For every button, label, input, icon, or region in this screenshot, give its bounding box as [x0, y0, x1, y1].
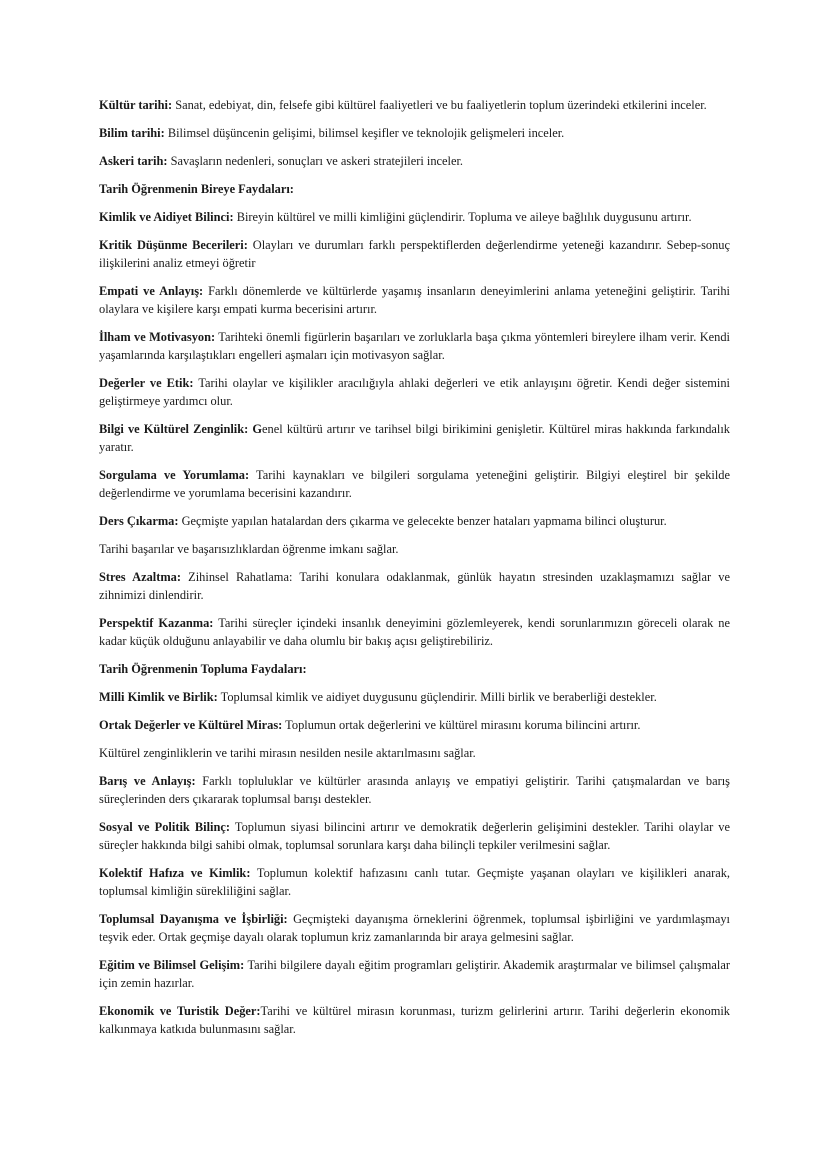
- paragraph-bilim-tarihi: [99, 124, 730, 142]
- paragraph-text: Toplumun ortak değerlerini ve kültürel mirasını koruma bilincini artırır.: [282, 718, 641, 732]
- paragraph-degerler-etik: [99, 374, 730, 410]
- paragraph-perspektif-kazanma: [99, 614, 730, 650]
- paragraph-text: enel kültürü artırır ve tarihsel bilgi birikimini genişletir. Kültürel miras hakkında farkındalık yaratır.: [99, 422, 730, 454]
- paragraph-text: Savaşların nedenleri, sonuçları ve askeri stratejileri inceler.: [167, 154, 464, 168]
- paragraph-term: Kritik Düşünme Becerileri:: [99, 238, 248, 252]
- section-heading-bireye-faydalari: Tarih Öğrenmenin Bireye Faydaları:: [99, 182, 294, 196]
- paragraph-empati-anlayis: [99, 282, 730, 318]
- paragraph-term: Ders Çıkarma:: [99, 514, 179, 528]
- paragraph-text: Tarihi ve kültürel mirasın korunması, turizm gelirlerini artırır. Tarihi değerlerin ekonomik kalkınmaya katkıda bulunmasını sağlar.: [99, 1004, 730, 1036]
- paragraph-term: İlham ve Motivasyon:: [99, 330, 216, 344]
- paragraph-kimlik-aidiyet: [99, 208, 730, 226]
- paragraph-egitim-bilimsel-gelisim: [99, 956, 730, 992]
- paragraph-term: Askeri tarih:: [99, 154, 168, 168]
- paragraph-text: Tarihteki önemli figürlerin başarıları ve zorluklarla başa çıkma yöntemleri bireylere ilham verir. Kendi yaşamlarında karşılaştıkları engelleri aşmaları için motivasyon sağlar.: [99, 330, 730, 362]
- paragraph-text: Olayları ve durumları farklı perspektiflerden değerlendirme yeteneği kazandırır. Sebep-sonuç ilişkilerini analiz etmeyi öğretir: [99, 238, 730, 270]
- paragraph-ekonomik-turistik-deger: [99, 1002, 730, 1038]
- paragraph-kultur-tarihi: [99, 96, 730, 114]
- paragraph-text: Geçmişteki dayanışma örneklerini öğrenmek, toplumsal işbirliğini ve yardımlaşmayı teşvik eder. Ortak geçmişe dayalı olarak toplumun kriz zamanlarında bir araya gelmesini sağlar.: [99, 912, 730, 944]
- paragraph-term: Barış ve Anlayış:: [99, 774, 196, 788]
- paragraph-plain-basarilar: Tarihi başarılar ve başarısızlıklardan öğrenme imkanı sağlar.: [99, 542, 399, 556]
- paragraph-term: Stres Azaltma:: [99, 570, 181, 584]
- paragraph-text: Toplumun siyasi bilincini artırır ve demokratik değerlerin gelişimini destekler. Tarihi olaylar ve süreçler hakkında bilgi sahibi olmak, toplumsal sorunlara karşı daha bilinçli tepkiler verilmesini sağlar.: [99, 820, 731, 852]
- paragraph-text: Farklı dönemlerde ve kültürlerde yaşamış insanların deneyimlerini anlama yeteneğini geliştirir. Tarihi olaylara ve kişilere karşı empati kurma becerisini artırır.: [99, 284, 730, 316]
- paragraph-ortak-degerler: [99, 716, 730, 734]
- paragraph-text: Sanat, edebiyat, din, felsefe gibi kültürel faaliyetleri ve bu faaliyetlerin toplum üzerindeki etkilerini inceler.: [172, 98, 707, 112]
- paragraph-text: Zihinsel Rahatlama: Tarihi konulara odaklanmak, günlük hayatın stresinden uzaklaşmamızı sağlar ve zihnimizi dinlendirir.: [99, 570, 730, 602]
- paragraph-text: Tarihi kaynakları ve bilgileri sorgulama yeteneğini geliştirir. Bilgiyi eleştirel bir şekilde değerlendirme ve yorumlama becerisini kazandırır.: [99, 468, 730, 500]
- paragraph-text: Farklı topluluklar ve kültürler arasında anlayış ve empatiyi geliştirir. Tarihi çatışmalardan ve barış süreçlerinden ders çıkararak toplumsal barışı destekler.: [99, 774, 730, 806]
- paragraph-term: Değerler ve Etik:: [99, 376, 194, 390]
- paragraph-term: Perspektif Kazanma:: [99, 616, 214, 630]
- paragraph-term: Milli Kimlik ve Birlik:: [99, 690, 218, 704]
- paragraph-term: Kimlik ve Aidiyet Bilinci:: [99, 210, 234, 224]
- paragraph-term: Sorgulama ve Yorumlama:: [99, 468, 250, 482]
- paragraph-toplumsal-dayanisma: [99, 910, 730, 946]
- paragraph-text: Geçmişte yapılan hatalardan ders çıkarma ve gelecekte benzer hataları yapmama bilinci oluşturur.: [178, 514, 667, 528]
- paragraph-kolektif-hafiza: [99, 864, 730, 900]
- paragraph-term: Ortak Değerler ve Kültürel Miras:: [99, 718, 283, 732]
- paragraph-kritik-dusunme: [99, 236, 730, 272]
- section-heading-topluma-faydalari: Tarih Öğrenmenin Topluma Faydaları:: [99, 662, 307, 676]
- paragraph-term: Sosyal ve Politik Bilinç:: [99, 820, 231, 834]
- paragraph-milli-kimlik-birlik: [99, 688, 730, 706]
- paragraph-sosyal-politik-bilinc: [99, 818, 730, 854]
- paragraph-text: Toplumun kolektif hafızasını canlı tutar. Geçmişte yaşanan olayları ve kişilikleri anarak, toplumsal kimliğin sürekliliğini sağlar.: [99, 866, 731, 898]
- paragraph-term: Empati ve Anlayış:: [99, 284, 204, 298]
- paragraph-term: Bilgi ve Kültürel Zenginlik: G: [99, 422, 263, 436]
- paragraph-text: Tarihi süreçler içindeki insanlık deneyimini gözlemleyerek, kendi sorunlarımızın göreceli olarak ne kadar küçük olduğunu anlayabilir ve daha olumlu bir bakış açısı geliştirebiliriz.: [99, 616, 730, 648]
- paragraph-baris-anlayis: [99, 772, 730, 808]
- paragraph-term: Bilim tarihi:: [99, 126, 165, 140]
- paragraph-text: Bireyin kültürel ve milli kimliğini güçlendirir. Topluma ve aileye bağlılık duygusunu artırır.: [233, 210, 692, 224]
- paragraph-text: Toplumsal kimlik ve aidiyet duygusunu güçlendirir. Milli birlik ve beraberliği destekler.: [217, 690, 657, 704]
- paragraph-stres-azaltma: [99, 568, 730, 604]
- paragraph-askeri-tarih: [99, 152, 730, 170]
- paragraph-plain-kulturel-zenginlik: Kültürel zenginliklerin ve tarihi mirasın nesilden nesile aktarılmasını sağlar.: [99, 746, 476, 760]
- document-page: [99, 96, 730, 1048]
- paragraph-text: Tarihi olaylar ve kişilikler aracılığıyla ahlaki değerleri ve etik anlayışını öğretir. Kendi değer sistemini geliştirmeye yardımcı olur.: [99, 376, 730, 408]
- paragraph-text: Tarihi bilgilere dayalı eğitim programları geliştirir. Akademik araştırmalar ve bilimsel çalışmalar için zemin hazırlar.: [99, 958, 730, 990]
- paragraph-bilgi-kulturel-zenginlik: [99, 420, 730, 456]
- paragraph-term: Ekonomik ve Turistik Değer:: [99, 1004, 261, 1018]
- paragraph-text: Bilimsel düşüncenin gelişimi, bilimsel keşifler ve teknolojik gelişmeleri inceler.: [164, 126, 565, 140]
- paragraph-ilham-motivasyon: [99, 328, 730, 364]
- paragraph-term: Kültür tarihi:: [99, 98, 173, 112]
- paragraph-ders-cikarma: [99, 512, 730, 530]
- paragraph-term: Kolektif Hafıza ve Kimlik:: [99, 866, 251, 880]
- paragraph-term: Eğitim ve Bilimsel Gelişim:: [99, 958, 245, 972]
- paragraph-term: Toplumsal Dayanışma ve İşbirliği:: [99, 912, 288, 926]
- paragraph-sorgulama-yorumlama: [99, 466, 730, 502]
